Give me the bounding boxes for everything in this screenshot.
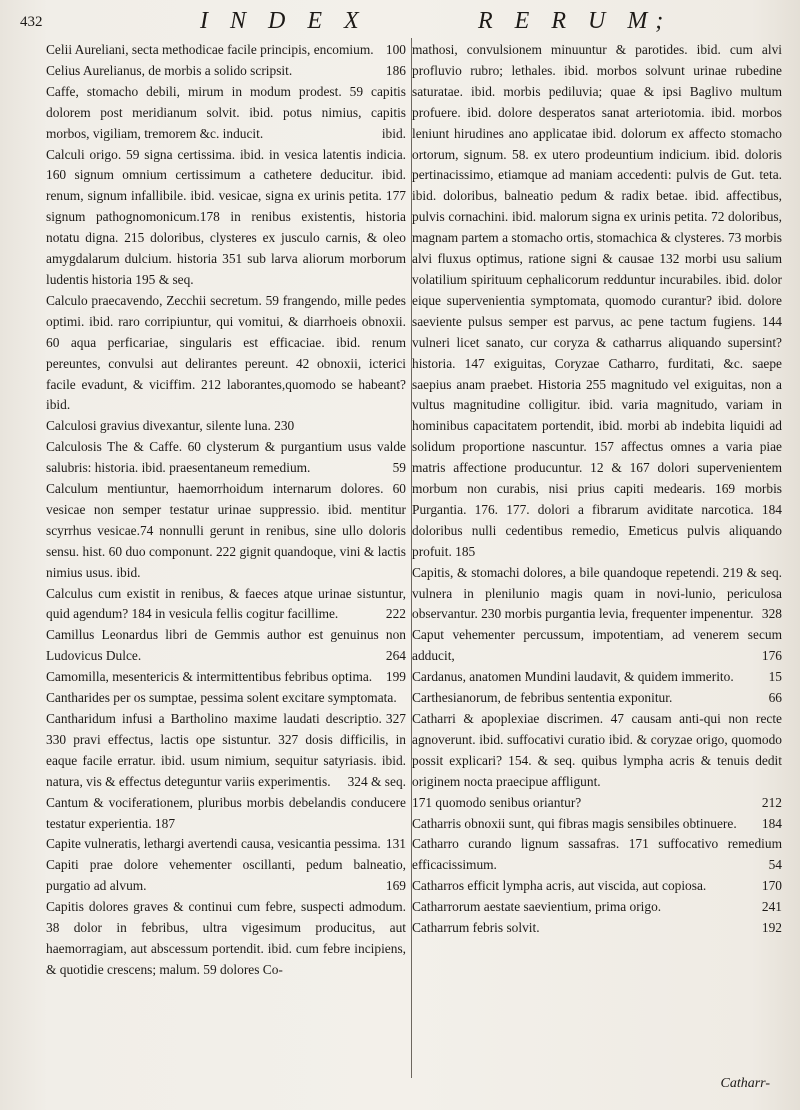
entry-page-ref: 328 [761, 606, 782, 622]
entry-text: Catharros efficit lympha acris, aut viscida, aut copiosa. [412, 878, 707, 894]
index-entry [412, 793, 782, 814]
entry-text: Catharris obnoxii sunt, qui fibras magis sensibiles obtinuere. [412, 815, 737, 831]
entry-text: Celii Aureliani, secta methodicae facile principis, encomium. [46, 42, 374, 57]
entry-text: Camillus Leonardus libri de Gemmis author est genuinus non Ludovicus Dulce. [46, 627, 406, 664]
entry-text: Catharri & apoplexiae discrimen. 47 causam anti-qui non recte agnoverunt. ibid. suffocativi curatio ibid. & coryzae origo, quomodo possit explicari? 154. & seq. quibus lympha acris & tenuis dedit originem nocta praecipue affligunt. [412, 711, 782, 789]
entry-text: Calculi origo. 59 signa certissima. ibid. in vesica latentis indicia. 160 signum omnium certissimum a cathetere deducitur. ibid. renum, signum infallibile. ibid. vesicae, signa ex urinis petita. 177 signum pathognomonicum.178 in renibus existentis, historia notatu digna. 215 doloribus, clysteres ex jusculo carnis, & oleo amygdalarum dulcium. historia 351 sub larva aliorum morborum ludentis historia 195 & seq. [46, 146, 406, 287]
left-index-column [46, 40, 406, 981]
entry-page-ref: 15 [768, 669, 782, 685]
right-index-column [412, 40, 782, 939]
index-entry [46, 437, 406, 479]
entry-text: Carthesianorum, de febribus sententia exponitur. [412, 690, 673, 706]
entry-text: Catharro curando lignum sassafras. 171 suffocativo remedium efficacissimum. [412, 836, 782, 873]
index-entry [412, 834, 782, 876]
catchword: Catharr- [720, 1076, 770, 1091]
index-entry [46, 479, 406, 584]
index-entry [46, 291, 406, 416]
entry-page-ref: 212 [761, 794, 782, 810]
index-entry [412, 814, 782, 835]
entry-page-ref: 59 [392, 460, 406, 476]
index-entry [46, 40, 406, 61]
entry-page-ref: 222 [385, 606, 406, 622]
index-entry [412, 897, 782, 918]
entry-text: Calculo praecavendo, Zecchii secretum. 59 frangendo, mille pedes optimi. ibid. raro corripiuntur, qui vomitui, & diarrhoeis obnoxii. 60 aqua perficariae, singularis est efficaciae. ibid. renum pereuntes, convulsi aut delirantes pereunt. 42 obnoxii, icterici facile evadunt, & viciffim. 212 laborantes,quomodo se habeant? ibid. [46, 292, 406, 413]
entry-page-ref: 264 [385, 648, 406, 664]
entry-text: Calculus cum existit in renibus, & faeces atque urinae sistuntur, quid agendum? 184 in vesicula fellis cogitur facillime. [46, 585, 406, 622]
index-entry [412, 709, 782, 793]
entry-text: Cardanus, anatomen Mundini laudavit, & quidem immerito. [412, 669, 734, 685]
entry-page-ref: 176 [761, 648, 782, 664]
index-entry [412, 625, 782, 667]
entry-page-ref: ibid. [381, 125, 406, 141]
index-entry [412, 918, 782, 939]
entry-text: Calculum mentiuntur, haemorrhoidum internarum dolores. 60 vesicae non semper testatur urinae suppressio. ibid. mentitur scyrrhus vesicae.74 nonnulli gerunt in renibus, sine ullo doloris sensu. hist. 60 duo componunt. 222 gignit quandoque, vini & lactis nimius usus. ibid. [46, 481, 406, 580]
entry-text: Catharrorum aestate saevientium, prima origo. [412, 899, 662, 915]
index-entry [46, 897, 406, 981]
index-entry [46, 855, 406, 897]
entry-page-ref: 131 [385, 836, 406, 852]
index-entry [46, 82, 406, 145]
index-entry [412, 667, 782, 688]
index-entry [46, 793, 406, 835]
index-entry [46, 416, 406, 437]
index-entry [46, 834, 406, 855]
index-entry [46, 688, 406, 726]
entry-text: Cantum & vociferationem, pluribus morbis debelandis conducere testatur experientia. 187 [46, 794, 406, 831]
entry-page-ref: 54 [768, 857, 782, 873]
entry-page-ref: 100 [385, 42, 406, 57]
entry-text: Capitis, & stomachi dolores, a bile quandoque repetendi. 219 & seq. vulnera in plenilunio magis quam in novi-lunio, periculosa observantur. 230 morbis purgantia levia, frequenter impenentur. [412, 564, 782, 622]
entry-text: Capitis dolores graves & continui cum febre, suspecti admodum. 38 dolor in febribus, ultra vigesimum producitus, aut haemorragiam, aut abscessum portendit. ibid. cum febre incipiens, & quotidie crescens; malum. 59 dolores Co- [46, 899, 406, 977]
entry-text: Calculosi gravius divexantur, silente luna. 230 [46, 418, 295, 434]
index-entry [46, 625, 406, 667]
entry-text: Catharrum febris solvit. [412, 920, 540, 936]
entry-text: Caffe, stomacho debili, mirum in modum prodest. 59 capitis dolorem post meridianum solvit. ibid. potus nimius, capitis morbos, vigiliam, tremorem &c. inducit. [46, 83, 406, 141]
index-entry [46, 709, 406, 793]
entry-text: mathosi, convulsionem minuuntur & parotides. ibid. cum alvi profluvio rubro; lethales. ibid. morbos solvunt urinae rubedine saturatae. ibid. morbis pediluvia; quae & ipsi Baglivo multum profuere. ibid. dolore desperatos sanat arteriotomia. ibid. morbos leniunt hirudines ano applicatae ibid. dolorum ex affecto stomacho ortorum, signum. 58. ex utero prodeuntium indicium. ibid. doloris pertinacissimo, etiamque ad maniam accedenti: pulvis de Gut. teta. ibid. doloribus, balneatio pedum & radix betae. ibid. affectibus, pulvis cornachini. ibid. malorum signa ex urinis petita. 72 doloribus, magnam partem a stomacho ortis, stomachica & clysteres. 73 morbis alvi fluxus optimus, ratione signi & causae 132 morbi usu salium volatilium spirituum cephalicorum redduntur incurabiles. ibid. dolor eique supervenientia symptomata, quomodo curantur? ibid. dolore saeviente pulsus semper est parvus, ac pene tactum fugiens. 144 vulneri licet sanato, cur coryza & catharrus aliquando supersint? historia. 147 exiguitas, Coryzae Catharro, furditati, &c. saepe saepius anam praebet. Historia 255 magnitudo vel exiguitas, non a vultus magnitudine colligitur. ibid. varia magnitudo, variam in hominibus capacitatem portendit, ibid. morbi ab indebita liquidi ad solidum proportione nascuntur. 157 affectus omnes a varia piae matris affectione producuntur. 12 & 167 dolori supervenientem morbum non curabis, nisi prius capiti medearis. 169 morbis Purgantia. 176. 177. dolori a fibrarum aviditate narcotica. 184 doloribus nulli cedentibus remedio, Emeticus pulvis aliquando profuit. 185 [412, 42, 782, 559]
entry-text: Camomilla, mesentericis & intermittentibus febribus optima. [46, 669, 373, 685]
entry-page-ref: 170 [761, 878, 782, 894]
entry-page-ref: 186 [385, 62, 406, 78]
entry-text: 171 quomodo senibus oriantur? [412, 794, 582, 810]
entry-text: Cantharidum infusi a Bartholino maxime laudati descriptio. 330 pravi effectus, lactis ope sistuntur. 327 dosis difficilis, in eaque facile erratur. ibid. usum nimium, sequitur satyriasis. ibid. natura, vis & effectus deteguntur variis experimentis. [46, 711, 406, 789]
entry-page-ref: 169 [385, 878, 406, 894]
entry-page-ref: 66 [768, 690, 782, 706]
entry-text: Caput vehementer percussum, impotentiam, ad venerem secum adducit, [412, 627, 782, 664]
index-entry [412, 40, 782, 563]
entry-text: Capite vulneratis, lethargi avertendi causa, vesicantia pessima. [46, 836, 381, 852]
index-entry [412, 563, 782, 626]
entry-page-ref: 199 [385, 669, 406, 685]
index-entry [412, 876, 782, 897]
entry-text: Calculosis The & Caffe. 60 clysterum & purgantium usus valde salubris: historia. ibid. praesentaneum remedium. [46, 439, 406, 476]
entry-page-ref: 241 [761, 899, 782, 915]
page-header [20, 8, 778, 36]
entry-page-ref: 324 & seq. [347, 773, 406, 789]
index-entry [46, 145, 406, 291]
index-entry [46, 61, 406, 82]
entry-text: Celius Aurelianus, de morbis a solido scripsit. [46, 62, 293, 78]
index-entry [412, 688, 782, 709]
index-entry [46, 667, 406, 688]
running-title-right: R E R U M; [478, 8, 672, 34]
page-number: 432 [20, 14, 43, 30]
entry-text: Cantharides per os sumptae, pessima solent excitare symptomata. [46, 690, 397, 706]
entry-text: Capiti prae dolore vehementer oscillanti, pedum balneatio, purgatio ad alvum. [46, 857, 406, 894]
entry-page-ref: 192 [761, 920, 782, 936]
index-entry [46, 584, 406, 626]
entry-page-ref: 327 [385, 711, 406, 726]
running-title-left: I N D E X [200, 8, 367, 34]
entry-page-ref: 184 [761, 815, 782, 831]
